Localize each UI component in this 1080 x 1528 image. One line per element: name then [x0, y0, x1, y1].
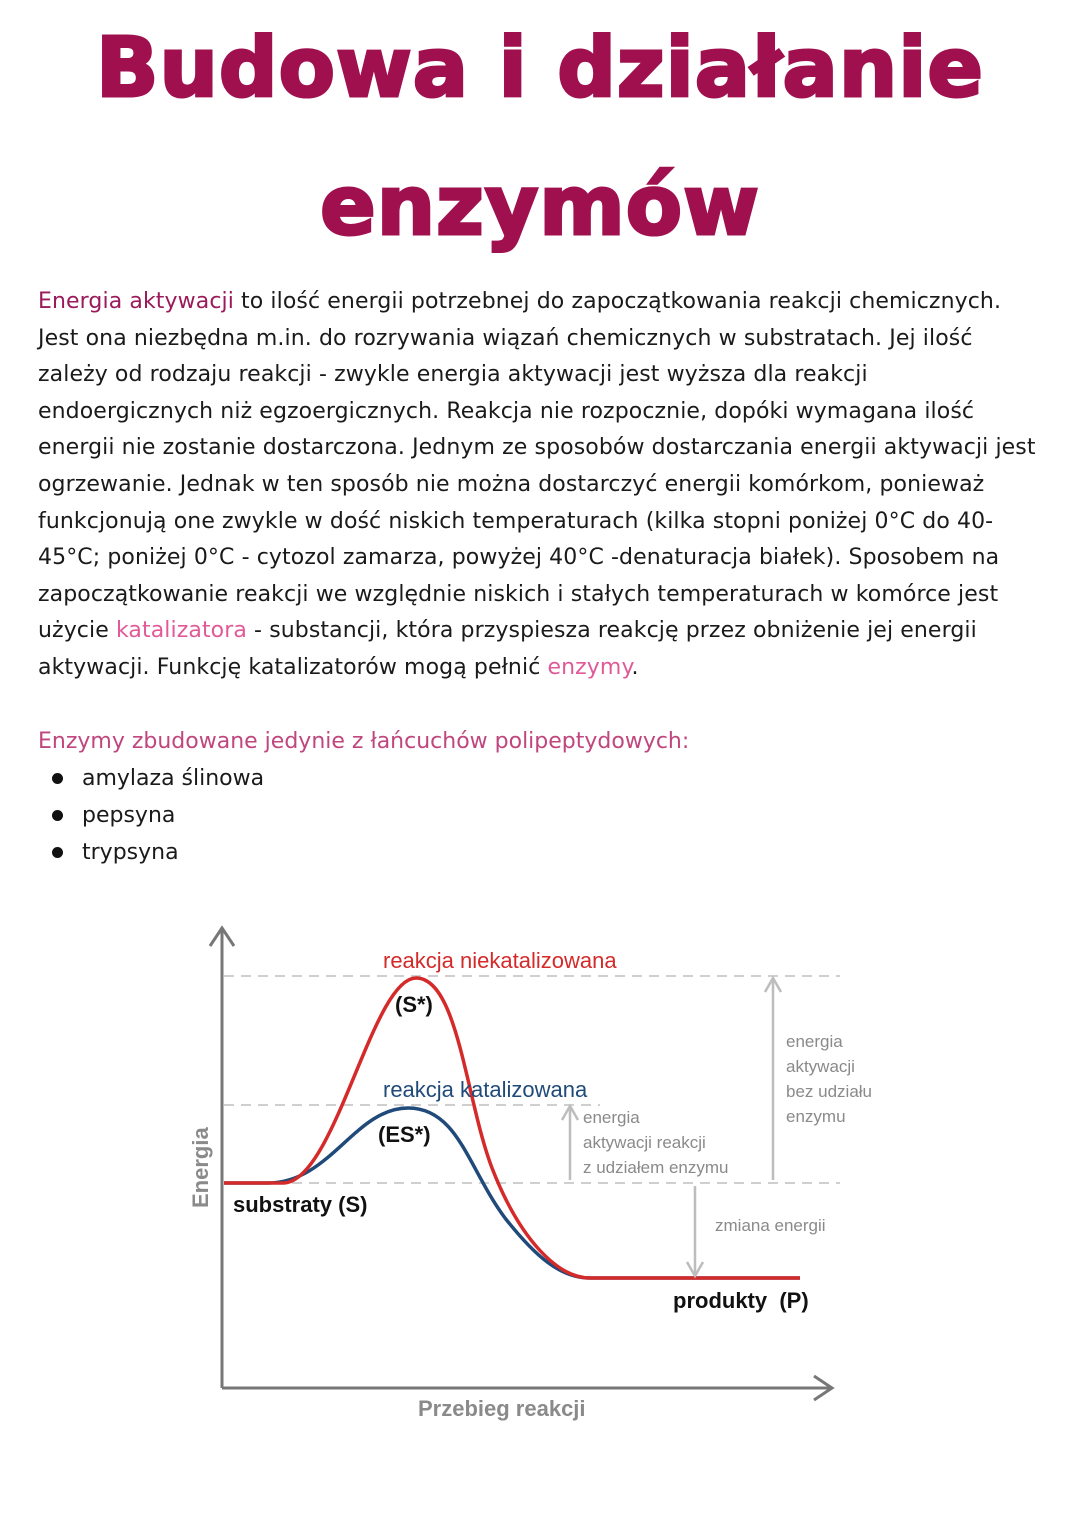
energy-change-label: zmiana energii — [715, 1216, 826, 1235]
enzyme-list — [38, 760, 264, 871]
y-axis-label: Energia — [188, 1127, 213, 1208]
term-activation-energy: Energia aktywacji — [38, 289, 234, 314]
axes — [210, 928, 832, 1400]
enzymes-subheading: Enzymy zbudowane jedynie z łańcuchów polipeptydowych: — [38, 729, 690, 754]
ea-with-enzyme-line: energia — [583, 1108, 640, 1127]
ea-without-enzyme-label — [786, 1032, 872, 1126]
list-item-label: amylaza ślinowa — [82, 766, 265, 791]
ea-with-enzyme-label — [583, 1108, 729, 1177]
list-item — [38, 834, 264, 871]
bullet-icon — [52, 773, 63, 784]
ea-without-enzyme-line: enzymu — [786, 1107, 846, 1126]
term-catalyst: katalizatora — [115, 618, 247, 644]
peak-uncatalyzed-label: (S*) — [395, 992, 433, 1017]
bullet-icon — [52, 810, 63, 821]
catalyzed-label: reakcja katalizowana — [383, 1077, 588, 1102]
list-item-label: trypsyna — [82, 840, 179, 865]
ea-without-enzyme-line: bez udziału — [786, 1082, 873, 1101]
ea-without-enzyme-line: aktywacji — [786, 1057, 855, 1076]
list-item-label: pepsyna — [82, 803, 176, 828]
paragraph-text-2: - substancji, która przyspiesza reakcję przez obniżenie jej energii aktywacji. Funkcję katalizatorów mogą pełnić — [38, 618, 977, 680]
paragraph-text-3: . — [631, 654, 639, 680]
list-item — [38, 797, 264, 834]
ea-with-enzyme-line: z udziałem enzymu — [583, 1158, 729, 1177]
term-enzymes: enzymy — [547, 654, 632, 680]
ea-with-enzyme-line: aktywacji reakcji — [583, 1133, 706, 1152]
list-item — [38, 760, 264, 797]
uncatalyzed-curve — [224, 978, 800, 1278]
uncatalyzed-label: reakcja niekatalizowana — [383, 948, 617, 973]
page-title-line-2: enzymów — [320, 159, 760, 254]
energy-profile-diagram — [0, 900, 1080, 1440]
page-title-line-1: Budowa i działanie — [96, 21, 984, 116]
products-label: produkty (P) — [673, 1288, 809, 1313]
ea-without-enzyme-line: energia — [786, 1032, 843, 1051]
bullet-icon — [52, 847, 63, 858]
activation-energy-paragraph — [38, 284, 1048, 687]
peak-catalyzed-label: (ES*) — [378, 1122, 431, 1147]
paragraph-text-1: to ilość energii potrzebnej do zapoczątkowania reakcji chemicznych. Jest ona niezbędna m.in. do rozrywania wiązań chemicznych w substratach. Jej ilość zależy od rodzaju reakcji - zwykle energia aktywacji jest wyższa dla reakcji endoergicznych niż egzoergicznych. Reakcja nie rozpocznie, dopóki wymagana ilość energii nie zostanie dostarczona. Jednym ze sposobów dostarczania energii aktywacji jest ogrzewanie. Jednak w ten sposób nie można dostarczyć energii komórkom, ponieważ funkcjonują one zwykle w dość niskich temperaturach (kilka stopni poniżej 0°C do 40-45°C; poniżej 0°C - cytozol zamarza, powyżej 40°C -denaturacja białek). Sposobem na zapoczątkowanie reakcji we względnie niskich i stałych temperaturach w komórce jest użycie — [38, 289, 1036, 644]
x-axis-label: Przebieg reakcji — [418, 1396, 586, 1421]
substrates-label: substraty (S) — [233, 1192, 368, 1217]
